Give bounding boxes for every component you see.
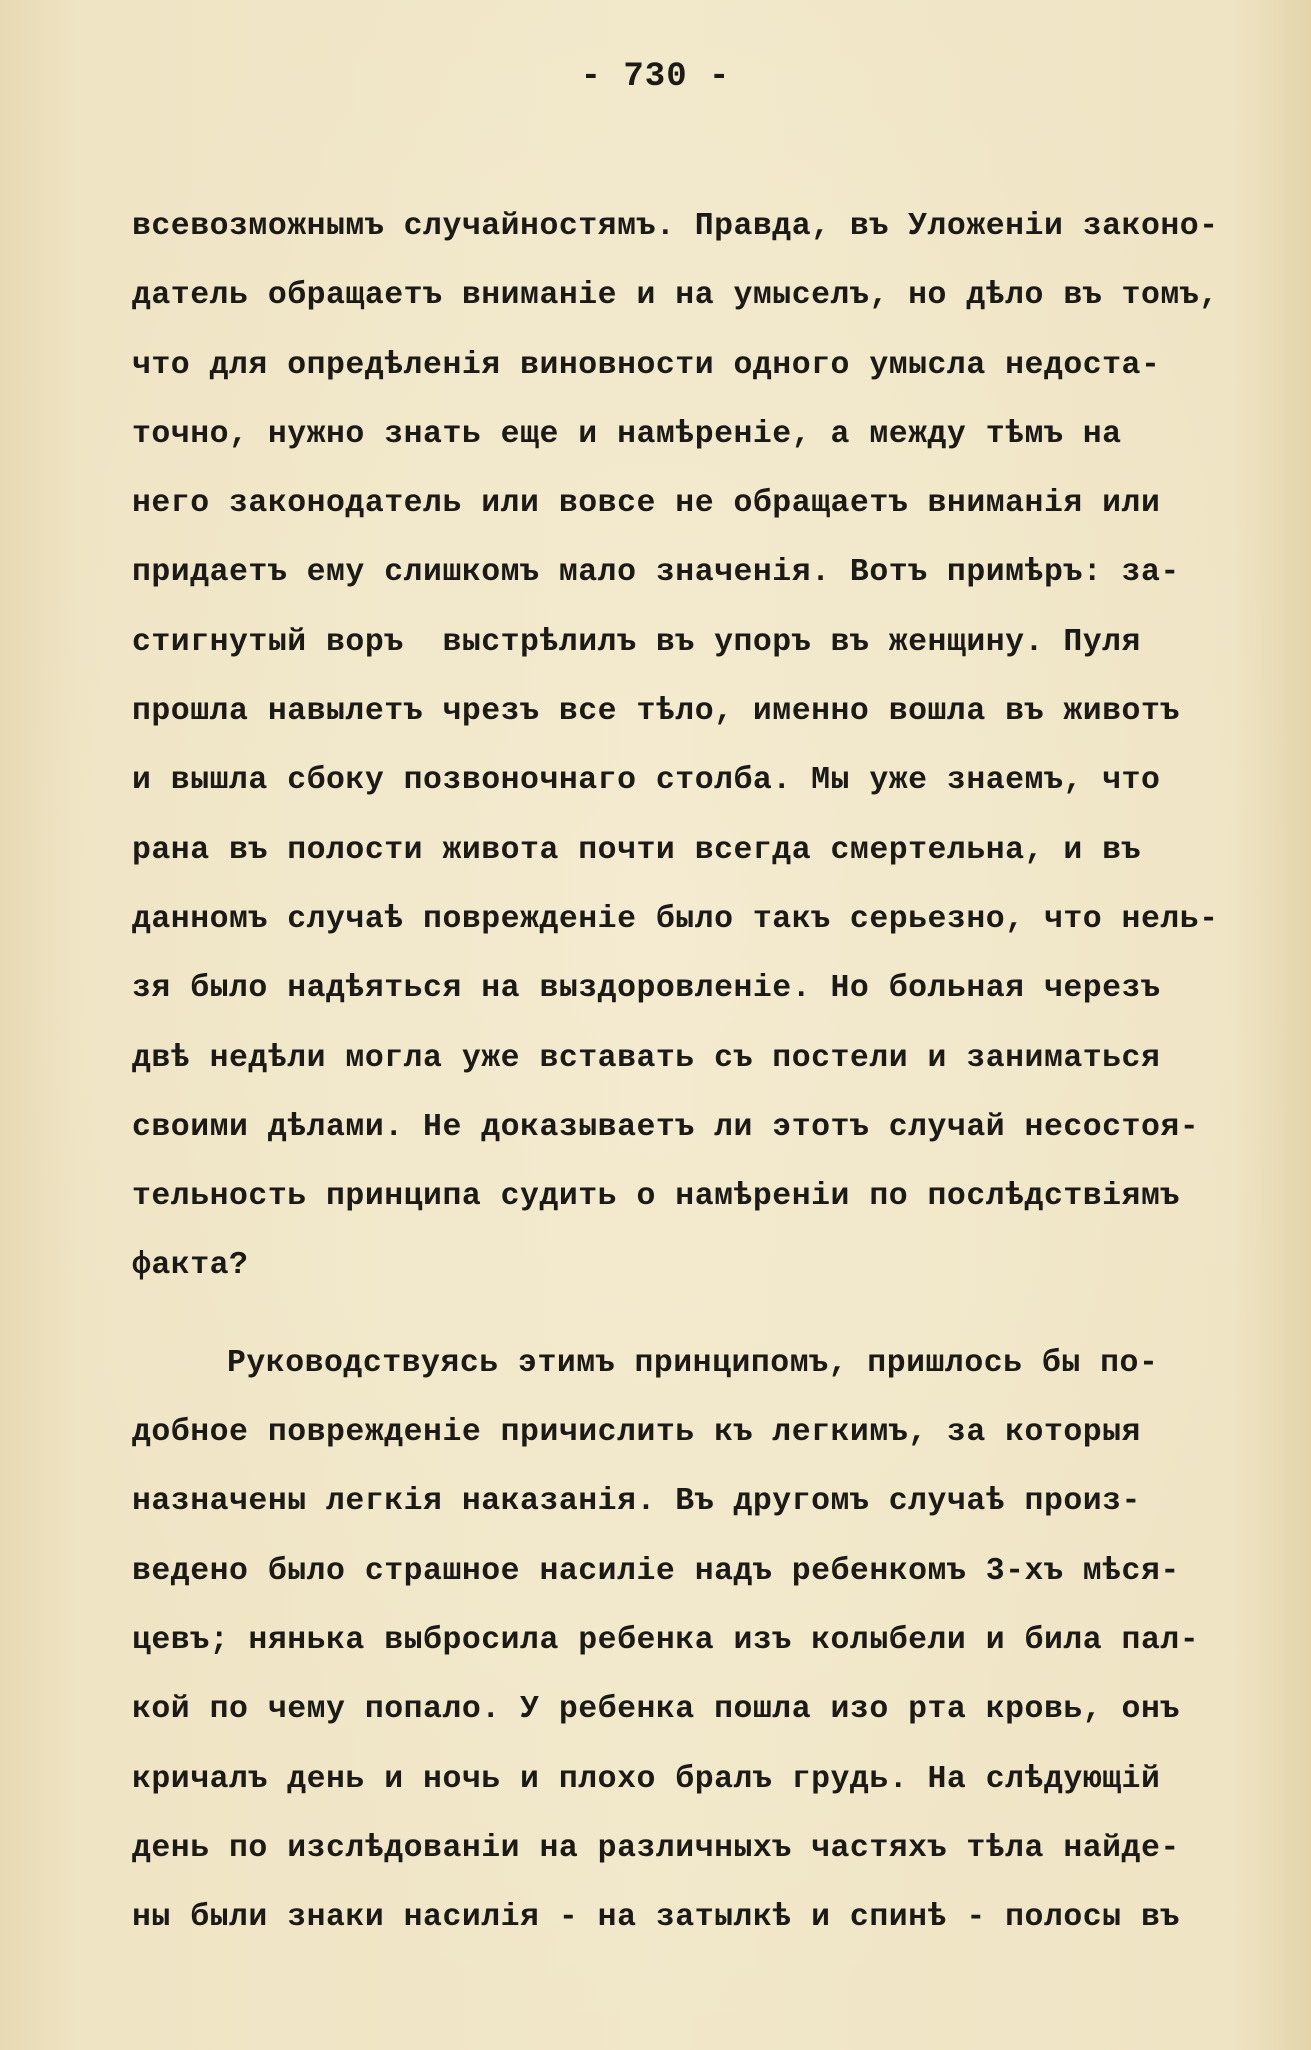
text-line: что для опредѣленiя виновности одного умысла недоста- <box>132 347 1161 383</box>
page-number: - 730 - <box>580 58 731 96</box>
text-line: прошла навылетъ чрезъ все тѣло, именно вошла въ животъ <box>132 694 1180 730</box>
text-line: тельность принципа судить о намѣренiи по послѣдствiямъ <box>132 1179 1180 1215</box>
text-line: и вышла сбоку позвоночнаго столба. Мы уже знаемъ, что <box>132 763 1161 799</box>
text-line: ведено было страшное насилiе надъ ребенкомъ 3-хъ мѣся- <box>132 1553 1180 1589</box>
text-line: датель обращаетъ вниманiе и на умыселъ, но дѣло въ томъ, <box>132 278 1219 314</box>
text-line: назначены легкiя наказанiя. Въ другомъ случаѣ произ- <box>132 1484 1141 1520</box>
text-line: всевозможнымъ случайностямъ. Правда, въ Уложенiи законо- <box>132 209 1219 244</box>
text-line: кричалъ день и ночь и плохо бралъ грудь. На слѣдующiй <box>132 1761 1161 1797</box>
text-line: стигнутый воръ выстрѣлилъ въ упоръ въ женщину. Пуля <box>132 624 1141 660</box>
text-line: зя было надѣяться на выздоровленiе. Но больная черезъ <box>132 971 1161 1007</box>
paragraph-1 <box>132 192 1272 1301</box>
text-line: Руководствуясь этимъ принципомъ, пришлось бы по- <box>227 1345 1159 1381</box>
text-line: рана въ полости живота почти всегда смертельна, и въ <box>132 832 1141 868</box>
text-line: ны были знаки насилiя - на затылкѣ и спинѣ - полосы въ <box>132 1900 1180 1936</box>
text-line: цевъ; нянька выбросила ребенка изъ колыбели и била пал- <box>132 1622 1200 1658</box>
text-line: точно, нужно знать еще и намѣренiе, а между тѣмъ на <box>132 416 1122 452</box>
text-line: своими дѣлами. Не доказываетъ ли этотъ случай несостоя- <box>132 1109 1200 1145</box>
text-line: кой по чему попало. У ребенка пошла изо рта кровь, онъ <box>132 1692 1180 1728</box>
text-line: день по изслѣдованiи на различныхъ частяхъ тѣла найде- <box>132 1830 1180 1866</box>
text-line: факта? <box>132 1248 249 1284</box>
paragraph-gap <box>132 1301 1272 1329</box>
text-line: добное поврежденiе причислить къ легкимъ, за которыя <box>132 1415 1141 1451</box>
text-line: придаетъ ему слишкомъ мало значенiя. Вотъ примѣръ: за- <box>132 555 1180 591</box>
text-line: двѣ недѣли могла уже вставать съ постели и заниматься <box>132 1040 1161 1076</box>
text-line: него законодатель или вовсе не обращаетъ вниманiя или <box>132 486 1161 522</box>
body-text <box>132 192 1272 1952</box>
paragraph-2 <box>132 1329 1272 1953</box>
text-line: данномъ случаѣ поврежденiе было такъ серьезно, что нель- <box>132 901 1219 937</box>
